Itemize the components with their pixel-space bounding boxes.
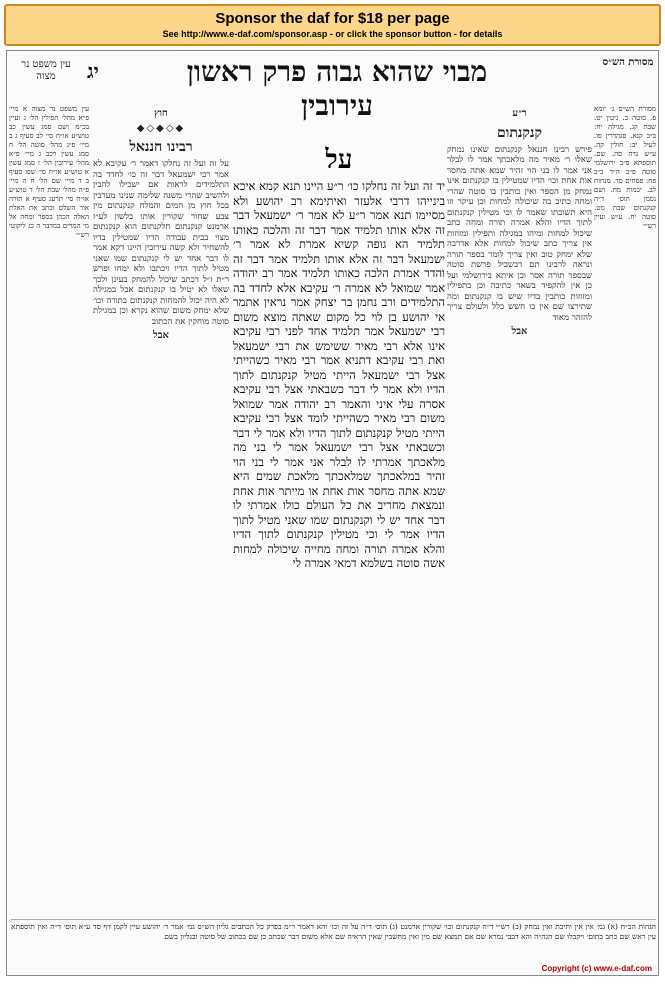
tosafot-heading: קנקנתום xyxy=(497,124,542,141)
footer-notes-text: הגהות הב״ח (א) גמ׳ אין אין ותיבת ואין נמחק (ב) רש״י ד״ה קנקנתום וכו׳ שקורין ארמנט (ג) תוס׳ ד״ה על זה וכו׳ והא דאמר ר״מ בפרק כל הכתבים גליון הש״ס גמ׳ אמר ר׳ יהושע עיין לקמן דף סד ע״א תוס׳ ד״ה ואין תוספתא עין ראש שם כתב בתום׳ ויקבלו שם הגה״ה והא דבבי נמרא שם אם תמצא שם מין ואין מחשבין שאין הראיה שם אלא משום דבר שכתב כן שם בכתוב של סוטה ובגליון בשם xyxy=(11,922,656,941)
tosafot-section-label: ר״ע xyxy=(512,108,527,119)
tosafot-column xyxy=(447,105,592,915)
ein-mishpat-text: עין משפט נר מצוה א מיי׳ פ״א מהל׳ תפילין הל׳ ג ועיין בכ״מ ושם סמג עשין כב טוש״ע או״ח סי׳ לב סעיף ג ב מיי׳ פ״ג מהל׳ סוטה הל׳ ח סמג עשין רכב ג מיי׳ פ״א מהל׳ עירובין הל׳ ז סמג עשין א טוש״ע או״ח סי׳ שפו סעיף ב ד מיי׳ שם הל׳ ח ה מיי׳ פ״ה מהל׳ שבת הל׳ ד טוש״ע או״ח סי׳ תרעג סעיף א תורה אור השלם וכתב את האלת האלה הכהן בספר ומחה אל מי המרים במדבר ה כג ליקוטי רש״י xyxy=(9,105,89,239)
gemara-opening-word: על xyxy=(325,145,353,175)
tosafot-text: פירש רבינו חננאל קנקנתום שאינו נמחק שאלו ר׳ מאיר מה מלאכתך אמר לו לבלר אני אמר לו בני הוי זהיר שמא אתה מחסר אות אחת וכו׳ הדיו שמטילין בו קנקנתום אינו נמחק מן הספר ואין כותבין בו סוטה שהרי ומחה כתיב בה שיכולה למחות וכן עיקר וזו היא תשובתו שאמר לו וכי מטילין קנקנתום לתוך הדיו והלא אמרה תורה ומחה כתב שיכול למחות ומיהו במגילה ותפילין ומזוזות אין צריך כתב שיכול למחות אלא אדרבה שלא ימחק טוב ואין צריך לומר בספר תורה ונראה לרבינו תם דבשביל פרשת סוטה שבספר תורה אסר וכן איתא בירושלמי ועל כן אין להקפיד בשאר כתיבה וכן בתפילין ומזוזות כותבין בדיו שיש בו קנקנתום ומה שתירצו שם אין בו חשש כלל ולעולם צריך להזהר מאוד xyxy=(447,144,592,323)
gemara-column xyxy=(233,145,445,925)
sponsor-banner[interactable] xyxy=(4,4,661,46)
rashi-section-label-2: אבל xyxy=(153,330,169,341)
divider-ornament: ◆◇◆◇◆ xyxy=(136,122,186,134)
page-title: מבוי שהוא גבוה פרק ראשון עירובין xyxy=(186,55,488,122)
rabbeinu-chananel-heading: רבינו חננאל xyxy=(129,139,193,155)
copyright-notice[interactable]: Copyright (c) www.e-daf.com xyxy=(541,964,652,973)
talmud-page xyxy=(6,50,659,976)
rashi-column xyxy=(93,105,229,915)
page-number: יג xyxy=(87,59,99,83)
masoret-hashas-column xyxy=(594,105,656,915)
masoret-hashas-text: מסורת הש״ס ג׳ יומא פ. סוטה כ. גיטין יט. שבת קג. מגילה יח: ב״ב קנא. סנהדרין פו. לעיל יב: חולין קה. ע״ש נדה סה. שם. תוספתא פ״ב ירושלמי סוטה פ״ב ה״ד ב״ב פח: פסחים סד. מנחות לב. יבמות מח. ושם נסמן תוס׳ ד״ה קנקנתום שבת מט. סוטה יח. ע״ש ועיין רש״י xyxy=(594,105,656,230)
ein-mishpat-header: עין משפט נר מצוה xyxy=(21,59,71,82)
sponsor-banner-subtitle[interactable]: See http://www.e-daf.com/sponsor.asp - or click the sponsor button - for details xyxy=(162,29,503,39)
sponsor-banner-title[interactable]: Sponsor the daf for $18 per page xyxy=(215,10,450,27)
rashi-section-label: חוץ xyxy=(154,108,168,119)
ein-mishpat-column xyxy=(9,105,89,915)
masoret-hashas-header: מסורת הש״ס xyxy=(602,57,654,68)
gemara-text: יד זה ועל זה נחלקו כו׳ ר״ע היינו תנא קמא איכא בינייהו דרבי אלעזר ואיתימא רב יהושע ולא מסיימו תנא אמר ר״ע לא אמר ר׳ ישמעאל דבר זה אלא אותו תלמיד אמר דבר זה והלכה כאותו תלמיד הא גופה קשיא אמרת לא אמר ר׳ ישמעאל דבר זה אלא אותו תלמיד אמר דבר זה והדר אמרת הלכה כאותו תלמיד אמר רב יהודה אמר שמואל לא אמרה ר׳ עקיבא אלא לחדד בה התלמידים ורב נחמן בר יצחק אמר נראין אתמר אי יהושע בן לוי כל מקום שאתה מוצא משום רבי ישמעאל אמר תלמיד אחד לפני רבי עקיבא אינו אלא רבי מאיר ששימש את רבי ישמעאל ואת רבי עקיבא דתניא אמר רבי מאיר כשהייתי אצל רבי ישמעאל הייתי מטיל קנקנתום לתוך הדיו ולא אמר לי דבר כשבאתי אצל רבי עקיבא אסרה עלי איני והאמר רב יהודה אמר שמואל משום רבי מאיר כשהייתי לומד אצל רבי עקיבא הייתי מטיל קנקנתום לתוך הדיו ולא אמר לי דבר וכשבאתי אצל רבי ישמעאל אמר לי בני מה מלאכתך אמרתי לו לבלר אני אמר לי בני הוי זהיר במלאכתך שמלאכתך מלאכת שמים היא שמא אתה מחסר אות אחת או מייתר אות אחת ונמצאת מחריב את כל העולם כולו אמרתי לו דבר אחד יש לי וקנקנתום שמו שאני מטיל לתוך הדיו אמר לי וכי מטילין קנקנתום לתוך הדיו והלא אמרה תורה ומחה מחייה שיכולה למחות אשה סוטה בשלמא דמאי אמרה לי xyxy=(233,179,445,570)
tosafot-section-label-2: אבל xyxy=(511,326,528,337)
rashi-text: על זה ועל זה נחלקו דאמר ר׳ עקיבא לא אמר רבי ישמעאל דבר זה כו׳ לחדד בה התלמידים לראות אם ישכילו להבין ולהשיב שהרי משנה שלימה שנינו מערבין בכל חוץ מן המים והמלח קנקנתום מין צבע שחור שקורין אותו בלשון לע״ז ארמנט קנקנתום חלקנתום הוא קנקנתום מצוי בבית עבודה הדיו שמטילין בדיו להשחיר ולא קשה עירובין היינו דקא אמר לו דבר אחד יש לי קנקנתום שמו שאני מטיל לתוך הדיו ויכתבו ולא ימחו ופרש ר״ת ז״ל דכתב שיכול להמחק בעינן ולכך שאלו לא יטיל בו קנקנתום אבל במגילה לא היה יכול להמחות קנקנתום בתורה וכו׳ שלא ימחק משום שהוא נקרא וכן במגילת סוטה מוחקין את הכתוב xyxy=(93,159,229,327)
